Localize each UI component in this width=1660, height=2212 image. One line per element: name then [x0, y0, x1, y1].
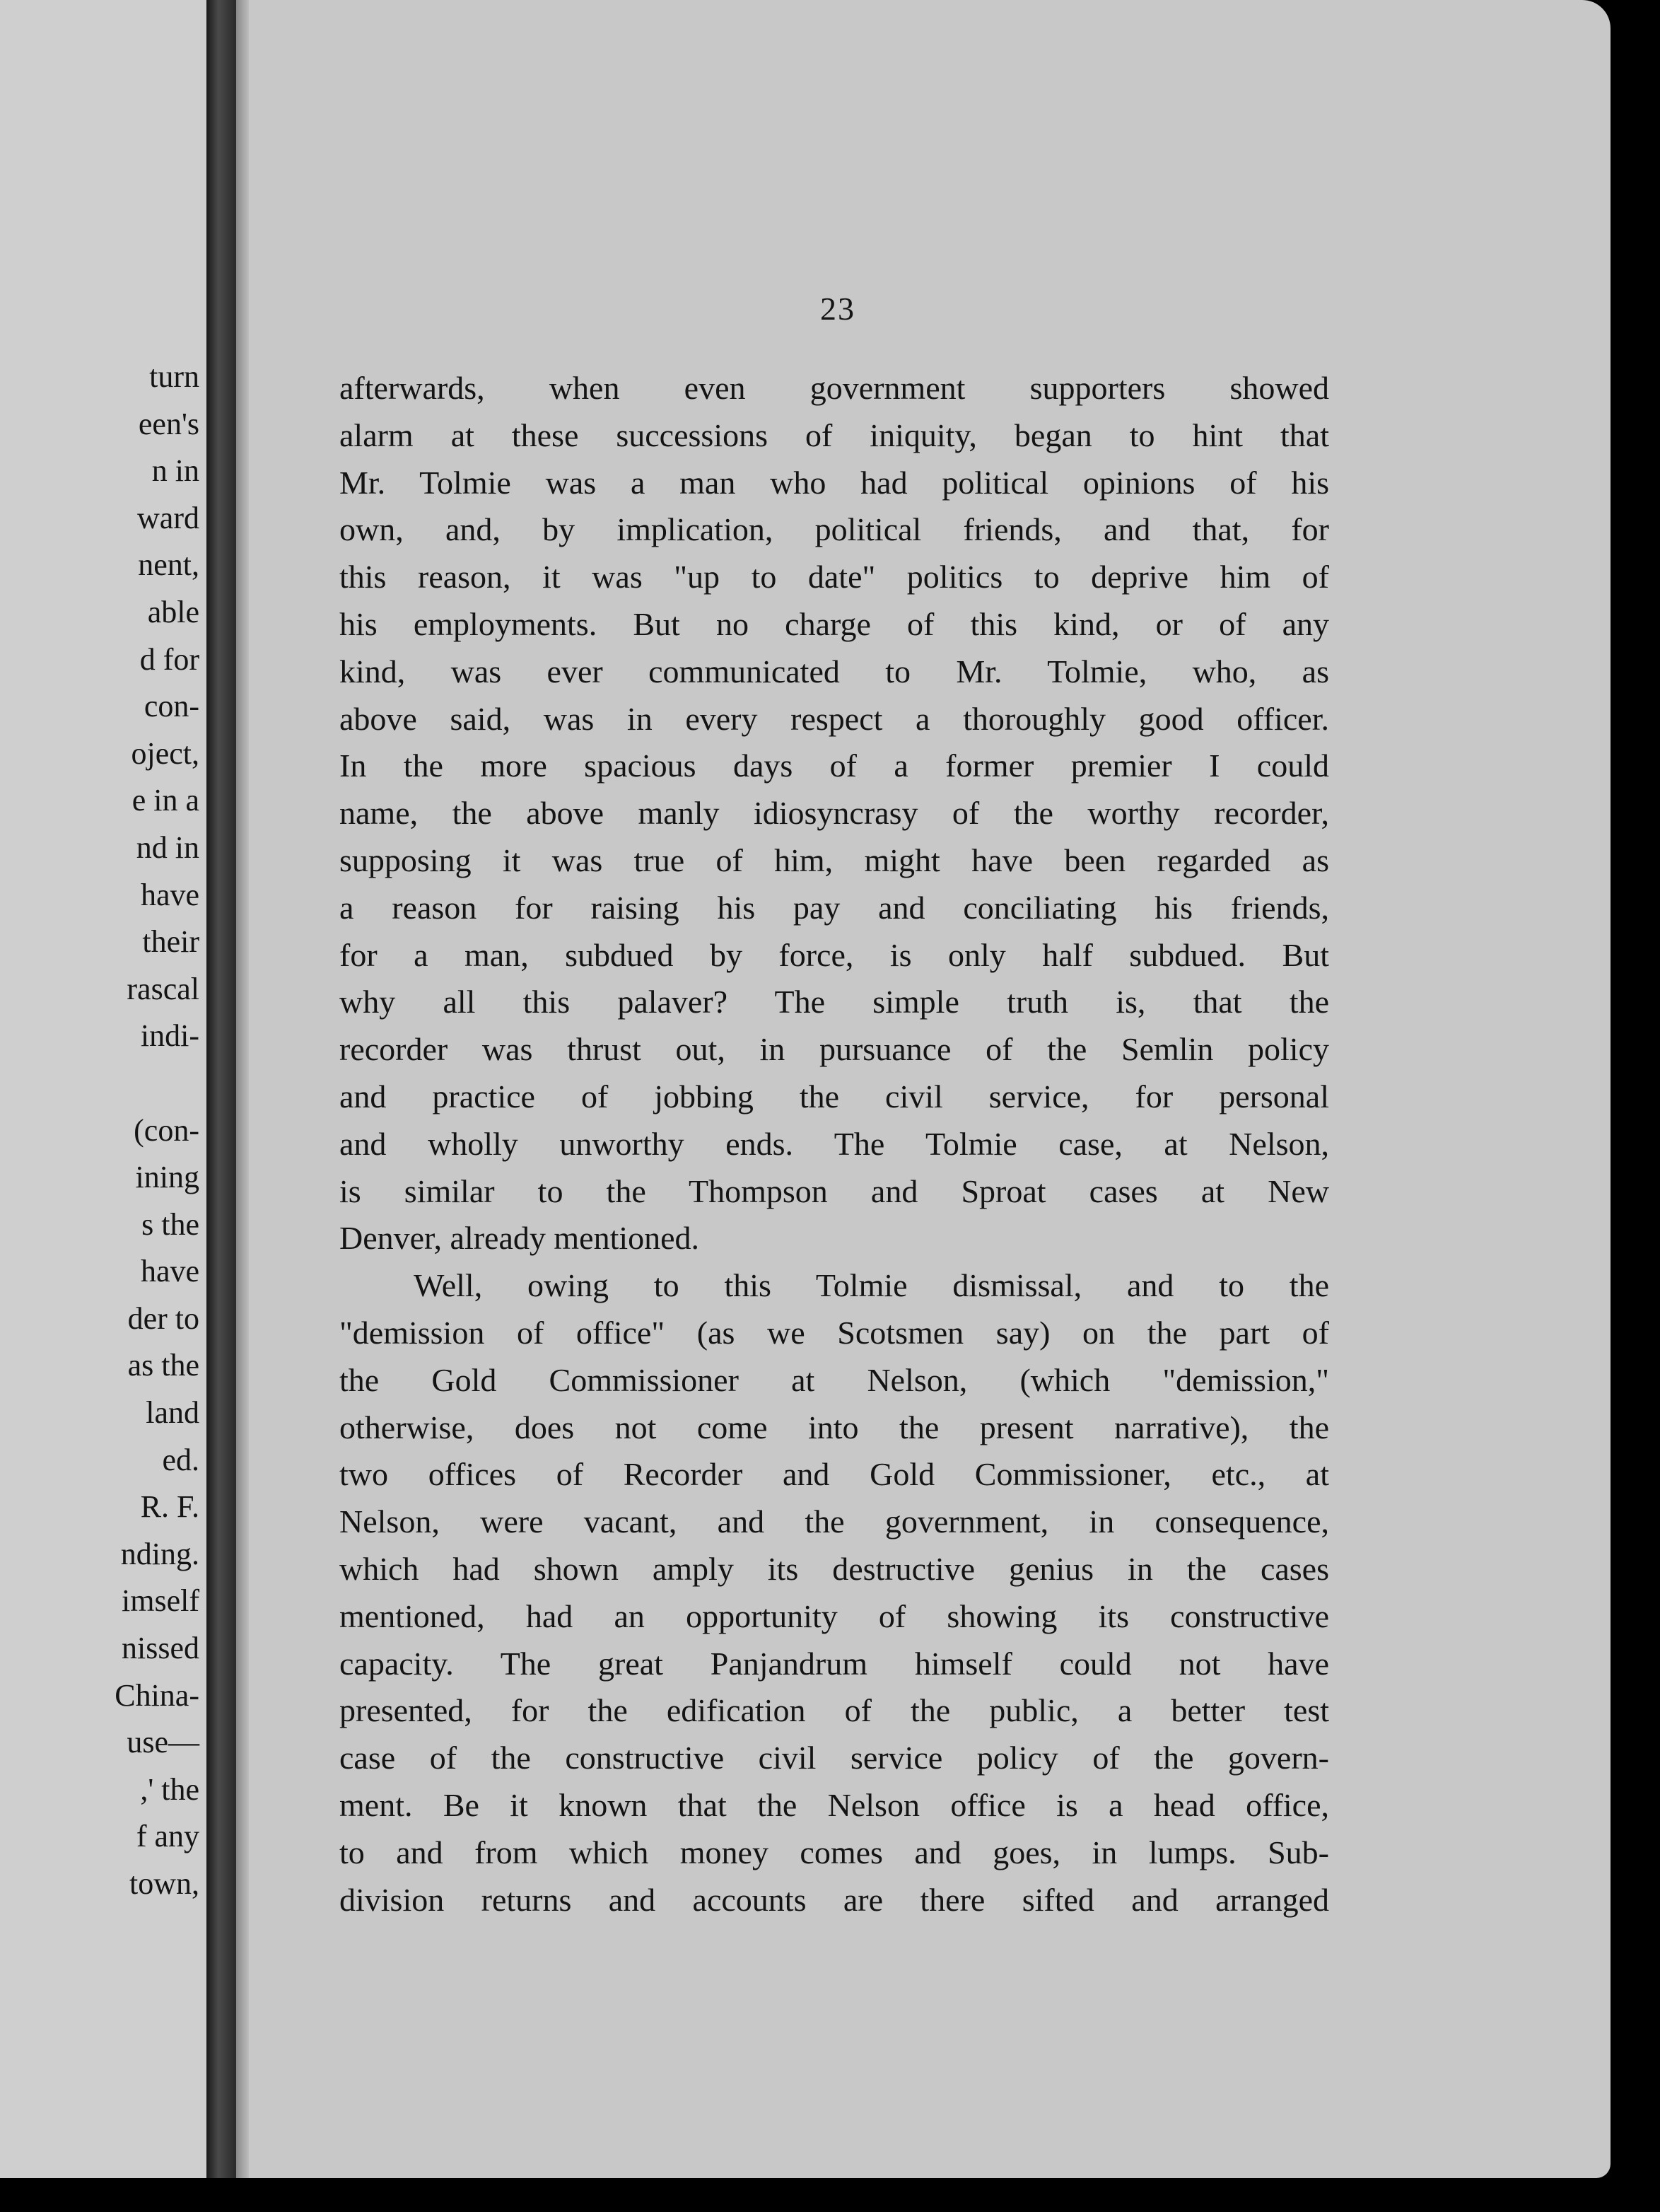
text-line: his employments. But no charge of this kind, or of any	[339, 605, 1329, 642]
left-fragment: able	[147, 594, 199, 629]
left-fragment: n in	[151, 453, 199, 489]
text-line: and practice of jobbing the civil service, for personal	[339, 1078, 1329, 1114]
left-fragment: nent,	[138, 547, 199, 583]
text-line: own, and, by implication, political friends, and that, for	[339, 511, 1329, 548]
text-line: above said, was in every respect a thoroughly good officer.	[339, 700, 1329, 737]
book-spine-gutter	[206, 0, 236, 2212]
left-fragment: use—	[127, 1725, 199, 1760]
body-text	[339, 365, 1329, 1923]
text-line: afterwards, when even government supporters showed	[339, 370, 1329, 406]
left-fragment: e in a	[131, 783, 199, 818]
text-line: why all this palaver? The simple truth is, that the	[339, 984, 1329, 1020]
left-fragment: rascal	[127, 971, 199, 1006]
left-fragment: indi-	[140, 1018, 199, 1054]
text-line: kind, was ever communicated to Mr. Tolmie, who, as	[339, 653, 1329, 689]
left-fragment: con-	[144, 689, 199, 724]
left-fragment: China-	[115, 1677, 199, 1713]
left-fragment: imself	[122, 1583, 199, 1619]
page-number: 23	[820, 291, 855, 327]
left-fragment: as the	[127, 1348, 199, 1383]
text-line: which had shown amply its destructive genius in the cases	[339, 1550, 1329, 1587]
left-fragment: s the	[141, 1206, 199, 1242]
text-line: Mr. Tolmie was a man who had political opinions of his	[339, 464, 1329, 501]
left-fragment: ward	[137, 500, 199, 535]
left-fragment: land	[146, 1395, 199, 1431]
text-line: In the more spacious days of a former premier I could	[339, 747, 1329, 784]
left-fragment: d for	[139, 641, 199, 677]
text-line: the Gold Commissioner at Nelson, (which "demission,"	[339, 1361, 1329, 1398]
left-fragment: nding.	[120, 1536, 199, 1571]
left-fragment: nd in	[136, 830, 199, 865]
left-fragment: their	[142, 924, 199, 960]
text-line: name, the above manly idiosyncrasy of the worthy recorder,	[339, 795, 1329, 832]
left-fragment: turn	[149, 359, 199, 394]
text-line: to and from which money comes and goes, in lumps. Sub-	[339, 1834, 1329, 1870]
left-fragment: have	[140, 1254, 199, 1289]
left-fragment	[0, 1060, 206, 1107]
left-fragment: ,' the	[140, 1771, 199, 1807]
left-fragment: (con-	[134, 1112, 199, 1148]
text-line: supposing it was true of him, might have been regarded as	[339, 842, 1329, 878]
left-fragment: town,	[129, 1866, 199, 1901]
text-line: otherwise, does not come into the present narrative), the	[339, 1409, 1329, 1445]
text-line: Well, owing to this Tolmie dismissal, and to the	[414, 1267, 1329, 1304]
left-fragment: oject,	[131, 735, 199, 771]
scan-border-right	[1611, 0, 1660, 2212]
left-fragment: nissed	[122, 1631, 199, 1666]
left-fragment: der to	[127, 1300, 199, 1336]
text-line: alarm at these successions of iniquity, began to hint that	[339, 417, 1329, 453]
text-line: and wholly unworthy ends. The Tolmie case, at Nelson,	[339, 1125, 1329, 1162]
text-line: recorder was thrust out, in pursuance of the Semlin policy	[339, 1031, 1329, 1068]
left-fragment: R. F.	[140, 1489, 199, 1525]
text-line: mentioned, had an opportunity of showing its constructive	[339, 1597, 1329, 1634]
left-page-edge	[0, 0, 206, 2212]
text-line: presented, for the edification of the public, a better test	[339, 1692, 1329, 1729]
text-line: Denver, already mentioned.	[339, 1220, 700, 1257]
left-fragment: f any	[136, 1819, 199, 1854]
scan-border-bottom	[0, 2178, 1660, 2212]
text-line: "demission of office" (as we Scotsmen say) on the part of	[339, 1314, 1329, 1351]
text-line: two offices of Recorder and Gold Commissioner, etc., at	[339, 1456, 1329, 1493]
text-line: this reason, it was "up to date" politics to deprive him of	[339, 559, 1329, 595]
text-line: ment. Be it known that the Nelson office is a head office,	[339, 1786, 1329, 1823]
text-line: capacity. The great Panjandrum himself could not have	[339, 1645, 1329, 1682]
left-fragment: ed.	[162, 1442, 199, 1477]
left-fragment: een's	[138, 406, 199, 441]
text-line: division returns and accounts are there sifted and arranged	[339, 1881, 1329, 1918]
page-fold-edge	[236, 0, 249, 2212]
text-line: is similar to the Thompson and Sproat cases at New	[339, 1172, 1329, 1209]
left-fragment: ining	[135, 1160, 199, 1195]
text-line: for a man, subdued by force, is only half subdued. But	[339, 936, 1329, 973]
text-line: Nelson, were vacant, and the government, in consequence,	[339, 1503, 1329, 1540]
text-line: a reason for raising his pay and conciliating his friends,	[339, 889, 1329, 926]
left-page-text-fragments	[0, 354, 206, 1908]
text-line: case of the constructive civil service policy of the govern-	[339, 1740, 1329, 1776]
left-fragment: have	[140, 877, 199, 912]
